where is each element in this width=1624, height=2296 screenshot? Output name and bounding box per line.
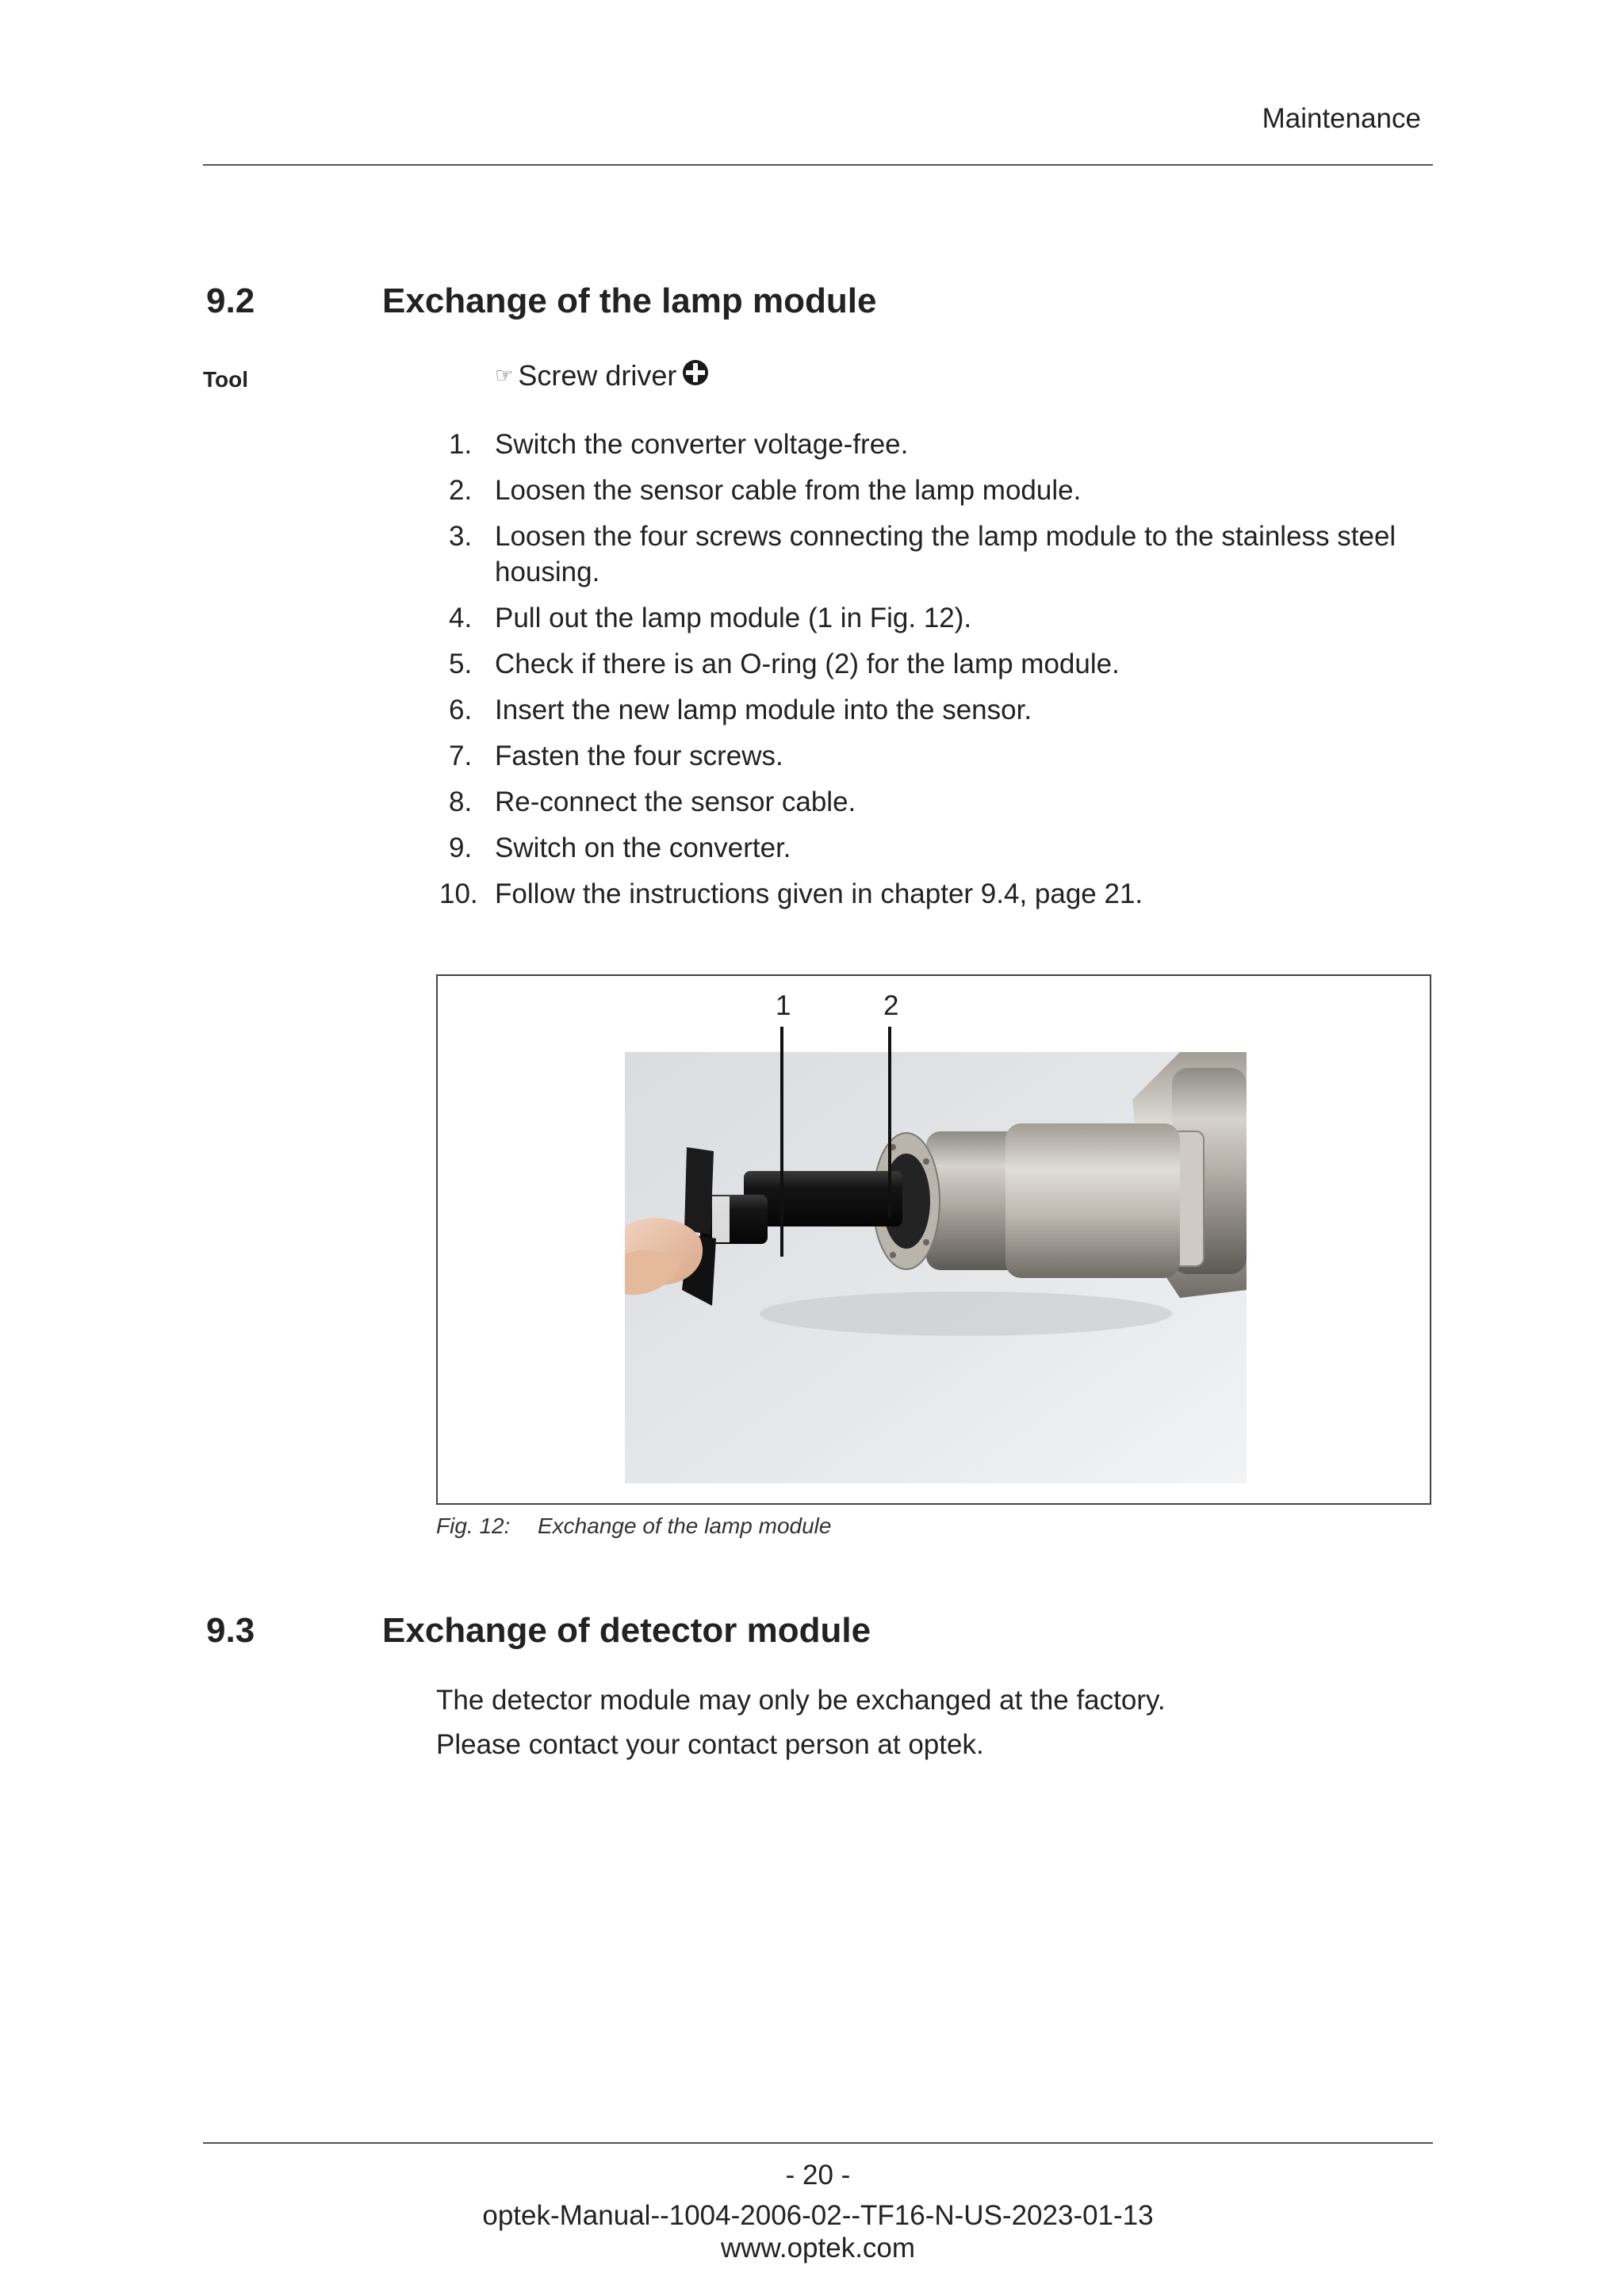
step-number: 10. (439, 878, 478, 909)
step-text: Fasten the four screws. (495, 740, 783, 771)
figure-caption (436, 1513, 831, 1539)
figure-caption-text: Exchange of the lamp module (538, 1513, 832, 1538)
step-text: Pull out the lamp module (1 in Fig. 12). (495, 603, 972, 633)
step-item (444, 692, 1435, 728)
step-item (439, 876, 1435, 912)
step-item (444, 600, 1435, 636)
page-number: - 20 - (785, 2160, 851, 2191)
running-header: Maintenance (1262, 103, 1421, 134)
step-number: 7. (449, 740, 473, 771)
step-number: 1. (449, 429, 473, 460)
step-text: Check if there is an O-ring (2) for the lamp module. (495, 649, 1120, 679)
step-text: Follow the instructions given in chapter 9.4, page 21. (495, 878, 1143, 909)
header-rule (203, 164, 1433, 166)
tool-value: Screw driver (518, 359, 677, 392)
step-number: 9. (449, 832, 473, 863)
tool-label: Tool (203, 367, 249, 392)
callout-1-leader (780, 1027, 783, 1257)
footer-rule (203, 2142, 1433, 2144)
section-number: 9.3 (206, 1611, 255, 1650)
callout-1-label: 1 (776, 990, 791, 1021)
callout-2-label: 2 (883, 990, 899, 1021)
section-title: Exchange of the lamp module (382, 281, 877, 320)
phillips-screw-icon (681, 358, 710, 394)
step-item (444, 738, 1435, 774)
step-item (444, 427, 1435, 462)
callout-2-leader (888, 1027, 891, 1217)
step-text: Insert the new lamp module into the sensor. (495, 695, 1032, 725)
step-item (444, 784, 1435, 820)
step-item (444, 830, 1435, 866)
document-id: optek-Manual--1004-2006-02--TF16-N-US-2023-01-13 (482, 2200, 1154, 2231)
step-number: 6. (449, 695, 473, 725)
step-item (444, 473, 1435, 508)
figure-caption-number: Fig. 12: (436, 1513, 511, 1538)
figure-12 (436, 974, 1431, 1505)
step-text: Switch on the converter. (495, 832, 791, 863)
step-number: 2. (449, 475, 473, 506)
step-number: 4. (449, 603, 473, 633)
step-text: Switch the converter voltage-free. (495, 429, 909, 460)
step-number: 8. (449, 786, 473, 817)
pointing-hand-icon: ☞ (495, 363, 514, 387)
body-paragraph: Please contact your contact person at optek. (436, 1729, 984, 1760)
step-text: Loosen the four screws connecting the lamp module to the stainless steel housing. (495, 521, 1396, 587)
section-title: Exchange of detector module (382, 1611, 871, 1650)
section-number: 9.2 (206, 281, 255, 320)
step-text: Loosen the sensor cable from the lamp module. (495, 475, 1082, 506)
step-number: 5. (449, 649, 473, 679)
step-item (444, 519, 1435, 590)
tool-line (495, 358, 710, 394)
website: www.optek.com (720, 2233, 916, 2263)
step-text: Re-connect the sensor cable. (495, 786, 856, 817)
procedure-steps (439, 427, 1435, 922)
body-paragraph: The detector module may only be exchanged at the factory. (436, 1685, 1166, 1716)
step-item (444, 646, 1435, 682)
step-number: 3. (449, 521, 473, 552)
lamp-module-photo (625, 1052, 1247, 1483)
